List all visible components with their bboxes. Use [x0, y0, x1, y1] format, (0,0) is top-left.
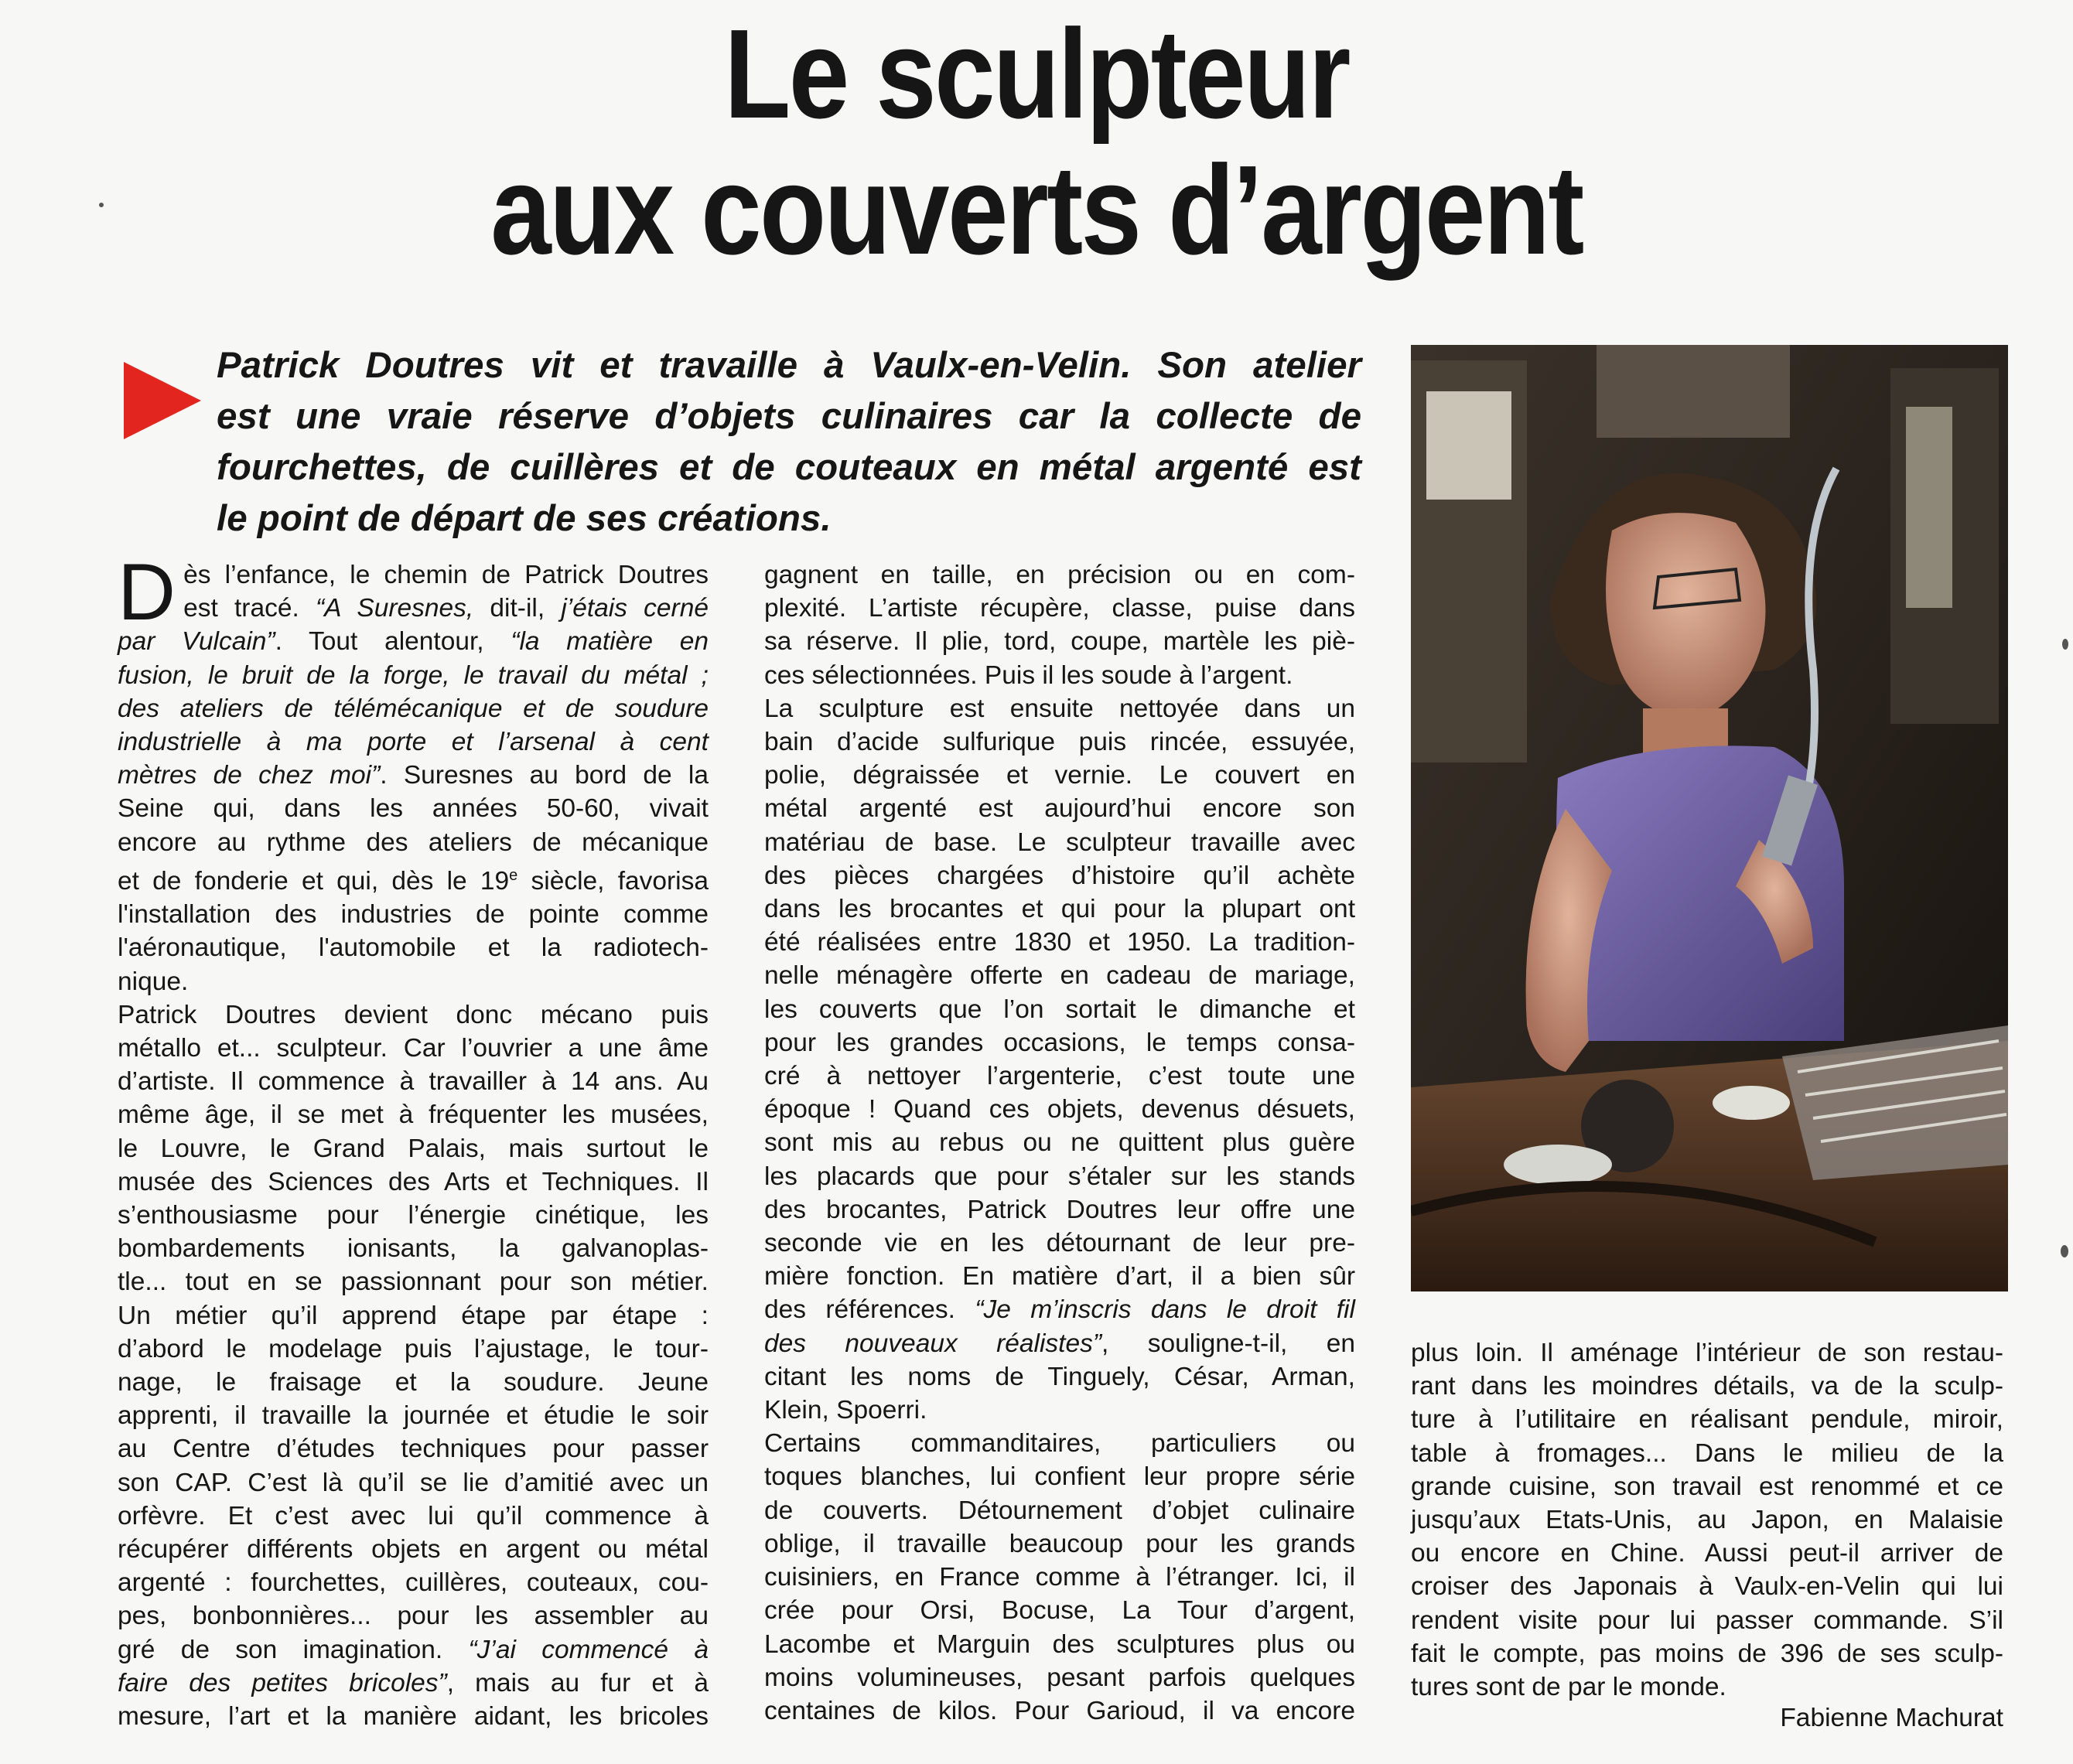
text-line: s’enthousiasme pour l’énergie cinétique, les: [118, 1201, 709, 1230]
text-line: pes, bonbonnières... pour les assembler au: [118, 1602, 709, 1631]
text-line: orfèvre. Et c’est avec lui qu’il commence à: [118, 1501, 709, 1530]
text-line: récupérer différents objets en argent ou métal: [118, 1535, 709, 1564]
text-line: rant dans les moindres détails, va de la sculp-: [1411, 1372, 2003, 1401]
text-line: l'aéronautique, l'automobile et la radiotech-: [118, 933, 709, 963]
text-line: l'installation des industries de pointe comme: [118, 900, 709, 930]
text-run: , souligne-t-il, en: [1101, 1329, 1355, 1358]
text-line: ou encore en Chine. Aussi peut-il arriver de: [1411, 1539, 2003, 1568]
text-line: métallo et... sculpteur. Car l’ouvrier a une âme: [118, 1034, 709, 1063]
text-run: dit-il,: [490, 594, 562, 623]
text-line: même âge, il se met à fréquenter les musées,: [118, 1100, 709, 1130]
text-line: ture à l’utilitaire en réalisant pendule, miroir,: [1411, 1405, 2003, 1435]
lead-paragraph: [217, 340, 1361, 544]
text-line: des brocantes, Patrick Doutres leur offre une: [764, 1195, 1355, 1224]
quote-run: j’étais cerné: [561, 594, 709, 623]
text-line: d’abord le modelage puis l’ajustage, le tour-: [118, 1334, 709, 1363]
print-speck: [99, 203, 104, 207]
text-line: La sculpture est ensuite nettoyée dans un: [764, 694, 1355, 723]
text-line: [764, 1327, 1355, 1360]
text-line: [118, 592, 709, 625]
text-line: argenté : fourchettes, cuillères, couteaux, cou-: [118, 1568, 709, 1598]
text-line: [764, 1293, 1355, 1326]
text-run: des références.: [764, 1295, 975, 1325]
text-line: table à fromages... Dans le milieu de la: [1411, 1438, 2003, 1468]
text-line: [118, 1667, 709, 1700]
text-run: . Tout alentour,: [275, 627, 511, 657]
text-line: tle... tout en se passionnant pour son métier.: [118, 1268, 709, 1297]
text-line: fait le compte, pas moins de 396 de ses sculp-: [1411, 1639, 2003, 1668]
text-line: son CAP. C’est là qu’il se lie d’amitié avec un: [118, 1468, 709, 1497]
text-line: [118, 859, 709, 898]
lead-line: le point de départ de ses créations.: [217, 498, 832, 539]
text-line: Klein, Spoerri.: [764, 1396, 927, 1425]
text-run: , mais au fur et à: [446, 1668, 709, 1697]
text-line: matériau de base. Le sculpteur travaille avec: [764, 827, 1355, 857]
text-line: [118, 1633, 709, 1667]
text-line: époque ! Quand ces objets, devenus désuets,: [764, 1095, 1355, 1124]
text-line: d’artiste. Il commence à travailler à 14 ans. Au: [118, 1067, 709, 1097]
lead-line: fourchettes, de cuillères et de couteaux en métal argenté est: [217, 447, 1361, 488]
quote-run: “Je m’inscris dans le droit fil: [975, 1295, 1355, 1325]
quote-run: “la matière en: [511, 627, 709, 657]
text-line: gagnent en taille, en précision ou en com-: [764, 561, 1355, 589]
text-line: [118, 759, 709, 792]
text-line: sont mis au rebus ou ne quittent plus guère: [764, 1128, 1355, 1158]
text-line: été réalisées entre 1830 et 1950. La tradition-: [764, 928, 1355, 957]
text-run: gré de son imagination.: [118, 1635, 469, 1664]
text-line: Certains commanditaires, particuliers ou: [764, 1429, 1355, 1459]
text-line: des pièces chargées d’histoire qu’il achète: [764, 861, 1355, 890]
quote-run: par Vulcain”: [118, 627, 275, 657]
quote-run: “J’ai commencé à: [468, 1635, 709, 1664]
text-line: [118, 625, 709, 658]
text-line: nage, le fraisage et la soudure. Jeune: [118, 1368, 709, 1397]
lead-line: Patrick Doutres vit et travaille à Vaulx-en-Velin. Son atelier: [217, 345, 1361, 386]
text-line: fusion, le bruit de la forge, le travail du métal ;: [118, 660, 709, 690]
print-speck: [2061, 1245, 2068, 1257]
red-triangle-marker-icon: [124, 362, 201, 439]
text-run: siècle, favorisa: [517, 866, 709, 896]
text-line: citant les noms de Tinguely, César, Arman,: [764, 1362, 1355, 1391]
text-line: sa réserve. Il plie, tord, coupe, martèle les piè-: [764, 627, 1355, 657]
text-line: grande cuisine, son travail est renommé et ce: [1411, 1472, 2003, 1501]
headline-line-1: Le sculpteur: [724, 3, 1349, 145]
text-line: crée pour Orsi, Bocuse, La Tour d’argent,: [764, 1596, 1355, 1626]
text-line: polie, dégraissée et vernie. Le couvert en: [764, 761, 1355, 790]
text-line: jusqu’aux Etats-Unis, au Japon, en Malaisie: [1411, 1506, 2003, 1535]
text-line: seconde vie en les détournant de leur pre-: [764, 1229, 1355, 1258]
text-line: Un métier qu’il apprend étape par étape :: [118, 1301, 709, 1330]
sculptor-photo: [1411, 345, 2008, 1291]
text-line: les couverts que l’on sortait le dimanche et: [764, 995, 1355, 1024]
text-line: ces sélectionnées. Puis il les soude à l’argent.: [764, 660, 1293, 690]
lead-line: est une vraie réserve d’objets culinaires car la collecte de: [217, 396, 1361, 437]
drop-cap: D: [118, 548, 176, 637]
text-line: des ateliers de télémécanique et de soudure: [118, 694, 709, 723]
text-line: plus loin. Il aménage l’intérieur de son restau-: [1411, 1339, 2003, 1367]
text-line: encore au rythme des ateliers de mécanique: [118, 827, 709, 857]
quote-run: “A Suresnes,: [315, 594, 490, 623]
print-speck: [2062, 639, 2068, 650]
text-line: Lacombe et Marguin des sculptures plus ou: [764, 1629, 1355, 1659]
text-line: Patrick Doutres devient donc mécano puis: [118, 1000, 709, 1029]
text-line: Seine qui, dans les années 50-60, vivait: [118, 794, 709, 824]
quote-run: des nouveaux réalistes”: [764, 1329, 1102, 1358]
text-line: bombardements ionisants, la galvanoplas-: [118, 1234, 709, 1264]
text-line: musée des Sciences des Arts et Techniques. Il: [118, 1167, 709, 1196]
text-run: et de fonderie et qui, dès le 19: [118, 866, 510, 896]
text-line: cré à nettoyer l’argenterie, c’est toute une: [764, 1062, 1355, 1091]
text-line: de couverts. Détournement d’objet culinaire: [764, 1496, 1355, 1525]
text-line: dans les brocantes et qui pour la plupart ont: [764, 895, 1355, 924]
text-line: nelle ménagère offerte en cadeau de mariage,: [764, 961, 1355, 991]
headline-line-2: aux couverts d’argent: [490, 139, 1583, 281]
text-line: industrielle à ma porte et l’arsenal à cent: [118, 728, 709, 757]
article-column-2: [764, 558, 1355, 1728]
text-line: tures sont de par le monde.: [1411, 1673, 1726, 1702]
text-line: au Centre d’études techniques pour passer: [118, 1435, 709, 1464]
text-line: oblige, il travaille beaucoup pour les grands: [764, 1529, 1355, 1558]
article-column-1: [118, 548, 709, 1733]
text-line: toques blanches, lui confient leur propre série: [764, 1462, 1355, 1492]
superscript: e: [509, 866, 518, 884]
text-line: mesure, l’art et la manière aidant, les bricoles: [118, 1702, 709, 1732]
text-run: . Suresnes au bord de la: [380, 761, 709, 790]
text-line: moins volumineuses, pesant parfois quelques: [764, 1663, 1355, 1692]
text-line: métal argenté est aujourd’hui encore son: [764, 794, 1355, 824]
text-line: bain d’acide sulfurique puis rincée, essuyée,: [764, 728, 1355, 757]
text-line: les placards que pour s’étaler sur les stands: [764, 1162, 1355, 1191]
headline: [145, 3, 1928, 281]
text-line: pour les grandes occasions, le temps consa-: [764, 1028, 1355, 1057]
author-byline: Fabienne Machurat: [1780, 1704, 2003, 1732]
text-run: est tracé.: [183, 594, 316, 623]
text-line: cuisiniers, en France comme à l’étranger. Ici, il: [764, 1563, 1355, 1592]
text-line: plexité. L’artiste récupère, classe, puise dans: [764, 594, 1355, 623]
text-line: le Louvre, le Grand Palais, mais surtout le: [118, 1134, 709, 1163]
quote-run: faire des petites bricoles”: [118, 1668, 447, 1697]
text-line: centaines de kilos. Pour Garioud, il va encore: [764, 1696, 1355, 1725]
text-line: apprenti, il travaille la journée et étudie le soir: [118, 1401, 709, 1431]
text-line: croiser des Japonais à Vaulx-en-Velin qui lui: [1411, 1572, 2003, 1602]
text-line: rendent visite pour lui passer commande. S’il: [1411, 1605, 2003, 1635]
quote-run: mètres de chez moi”: [118, 761, 381, 790]
text-line: ès l’enfance, le chemin de Patrick Doutres: [183, 561, 709, 589]
article-column-3: [1411, 1336, 2003, 1704]
text-line: mière fonction. En matière d’art, il a bien sûr: [764, 1262, 1355, 1291]
text-line: nique.: [118, 967, 189, 996]
